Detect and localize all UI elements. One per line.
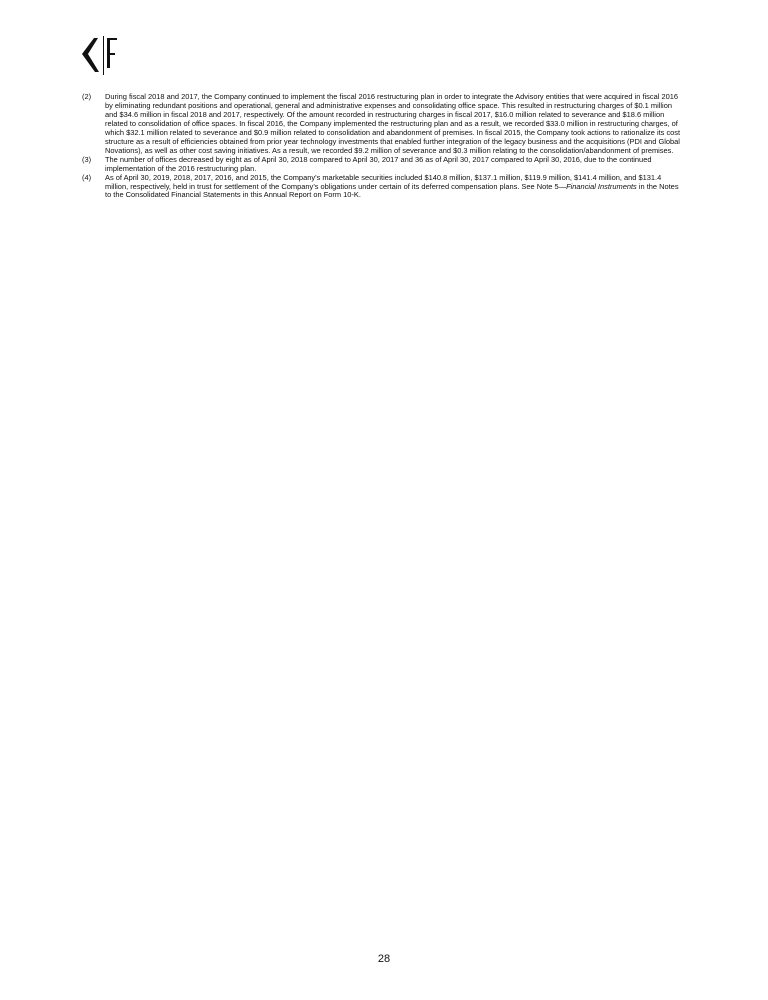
footnote-3 [82,156,686,174]
footnotes-list [82,93,686,200]
footnote-text: The number of offices decreased by eight as of April 30, 2018 compared to April 30, 2017 and 36 as of April 30, 2017 compared to April 30, 2016, due to the continued implementation of the 2016 restructuring plan. [105,154,652,173]
footnote-text: During fiscal 2018 and 2017, the Company continued to implement the fiscal 2016 restructuring plan in order to integrate the Advisory entities that were acquired in fiscal 2016 by eliminating redundant positions and operational, general and administrative expenses and consolidating office space. This resulted in restructuring charges of $0.1 million and $34.6 million in fiscal 2018 and 2017, respectively. Of the amount recorded in restructuring charges in fiscal 2017, $16.0 million related to severance and $18.6 million related to consolidation of office spaces. In fiscal 2016, the Company implemented the restructuring plan and as a result, we recorded $33.0 million in restructuring charges, of which $32.1 million related to severance and $0.9 million related to consolidation and abandonment of premises. In fiscal 2015, the Company took actions to rationalize its cost structure as a result of efficiencies obtained from prior year technology investments that enabled further integration of the legacy business and the acquisitions (PDI and Global Novations), as well as other cost saving initiatives. As a result, we recorded $9.2 million of severance and $0.3 million relating to the consolidation/abandonment of premises. [105,92,681,155]
kf-monogram-logo-icon [82,34,128,76]
footnote-number: (3) [82,154,92,164]
footnote-number: (4) [82,172,92,182]
footnote-text-part: As of April 30, 2019, 2018, 2017, 2016, and 2015, the Company’s marketable securities included $140.8 million, $137.1 million, $119.9 million, $141.4 million, and $131.4 million, respectively, held in trust for settlement of the Company’s obligations under certain of its deferred compensation plans. See Note 5— [105,172,662,191]
footnote-number: (2) [82,92,92,101]
footnote-text-part: in the Notes to the Consolidated Financial Statements in this Annual Report on Form 10-K. [105,181,679,200]
footnote-text [105,174,686,201]
footnote-italic-reference: Financial Instruments [566,181,637,191]
footnote-2 [82,93,686,156]
footnote-4 [82,174,686,201]
page-number: 28 [377,953,391,965]
